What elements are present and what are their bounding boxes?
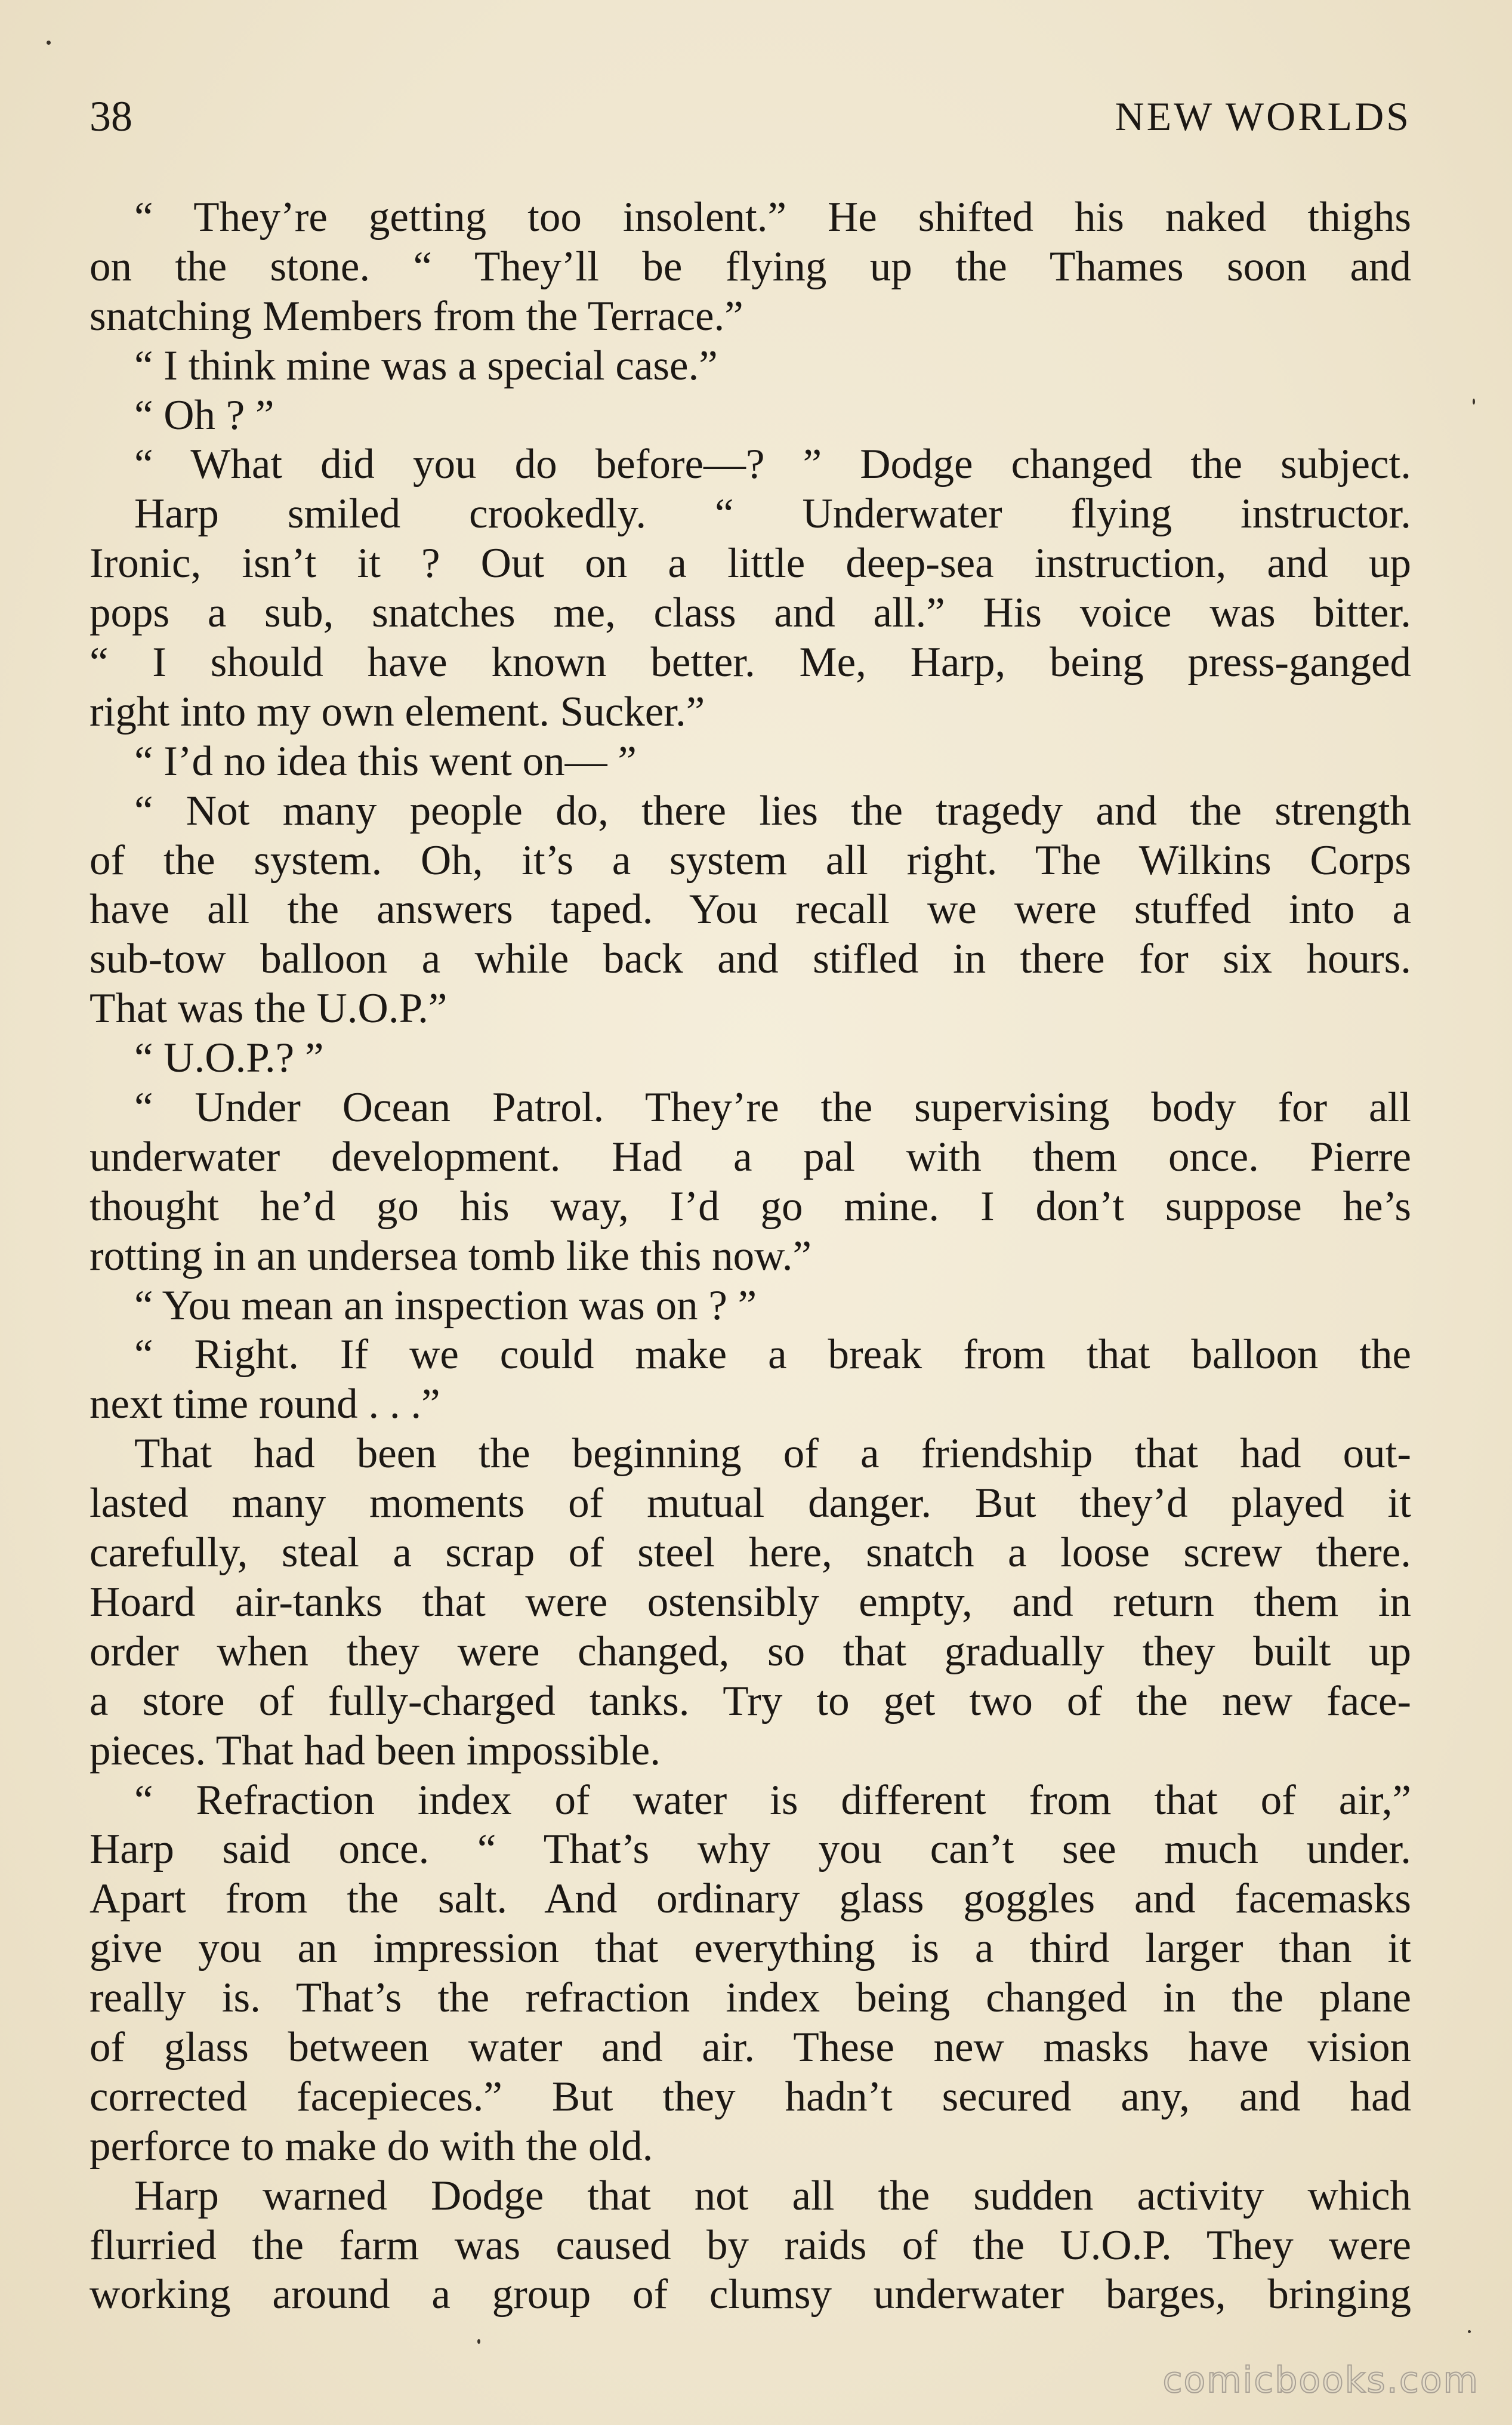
text-line: working around a group of clumsy underwater barges, bringing [90, 2271, 1411, 2318]
text-line: thought he’d go his way, I’d go mine. I don’t suppose he’s [90, 1183, 1411, 1230]
text-line: carefully, steal a scrap of steel here, snatch a loose screw there. [90, 1529, 1411, 1576]
text-line: “ I think mine was a special case.” [134, 342, 718, 389]
text-line: snatching Members from the Terrace.” [90, 292, 743, 340]
text-line: “ Refraction index of water is different from that of air,” [134, 1776, 1411, 1824]
text-line: have all the answers taped. You recall we were stuffed into a [90, 886, 1411, 933]
text-line: Harp smiled crookedly. “ Underwater flying instructor. [134, 490, 1411, 538]
text-line: of glass between water and air. These new masks have vision [90, 2023, 1411, 2071]
text-line: on the stone. “ They’ll be flying up the Thames soon and [90, 243, 1411, 290]
page-header [90, 84, 1411, 149]
text-line: “ I’d no idea this went on— ” [134, 738, 637, 785]
text-line: flurried the farm was caused by raids of the U.O.P. They were [90, 2222, 1411, 2269]
text-line: a store of fully-charged tanks. Try to get two of the new face- [90, 1677, 1411, 1724]
text-line: corrected facepieces.” But they hadn’t secured any, and had [90, 2073, 1411, 2120]
text-line: order when they were changed, so that gradually they built up [90, 1628, 1411, 1675]
paper-speck [47, 41, 51, 45]
text-line: of the system. Oh, it’s a system all right. The Wilkins Corps [90, 837, 1411, 884]
text-line: “ You mean an inspection was on ? ” [134, 1282, 757, 1329]
text-line: “ I should have known better. Me, Harp, being press-ganged [90, 639, 1411, 686]
text-line: perforce to make do with the old. [90, 2122, 653, 2170]
text-line: really is. That’s the refraction index being changed in the plane [90, 1974, 1411, 2022]
text-line: lasted many moments of mutual danger. But they’d played it [90, 1480, 1411, 1527]
text-line: Ironic, isn’t it ? Out on a little deep-sea instruction, and up [90, 540, 1411, 587]
text-line: Harp said once. “ That’s why you can’t see much under. [90, 1826, 1411, 1873]
text-line: “ Right. If we could make a break from that balloon the [134, 1331, 1411, 1378]
text-line: Harp warned Dodge that not all the sudden activity which [134, 2172, 1411, 2219]
paper-speck [1473, 399, 1475, 405]
text-line: rotting in an undersea tomb like this now.” [90, 1232, 812, 1279]
text-line: That had been the beginning of a friendship that had out- [134, 1430, 1411, 1477]
text-line: “ Oh ? ” [134, 391, 274, 439]
text-line: pieces. That had been impossible. [90, 1727, 661, 1774]
text-line: “ Under Ocean Patrol. They’re the supervising body for all [134, 1084, 1411, 1131]
running-head: NEW WORLDS [1115, 94, 1411, 139]
paper-speck [477, 2339, 480, 2344]
text-line: underwater development. Had a pal with them once. Pierre [90, 1133, 1411, 1180]
text-line: right into my own element. Sucker.” [90, 688, 705, 735]
text-line: Hoard air-tanks that were ostensibly empty, and return them in [90, 1578, 1411, 1625]
watermark: comicbooks.com [1162, 2359, 1479, 2401]
text-line: Apart from the salt. And ordinary glass goggles and facemasks [90, 1875, 1411, 1923]
body-text [90, 193, 1411, 2319]
text-line: pops a sub, snatches me, class and all.” His voice was bitter. [90, 590, 1411, 637]
text-line: “ Not many people do, there lies the tragedy and the strength [134, 787, 1411, 834]
text-line: “ What did you do before—? ” Dodge changed the subject. [134, 441, 1411, 488]
paper-speck [1468, 2330, 1471, 2333]
text-line: “ U.O.P.? ” [134, 1035, 324, 1082]
text-line: next time round . . .” [90, 1381, 440, 1428]
text-line: give you an impression that everything is a third larger than it [90, 1925, 1411, 1972]
text-line: “ They’re getting too insolent.” He shifted his naked thighs [134, 194, 1411, 240]
text-line: sub-tow balloon a while back and stifled in there for six hours. [90, 936, 1411, 983]
page-number: 38 [90, 92, 132, 140]
text-line: That was the U.O.P.” [90, 985, 448, 1032]
